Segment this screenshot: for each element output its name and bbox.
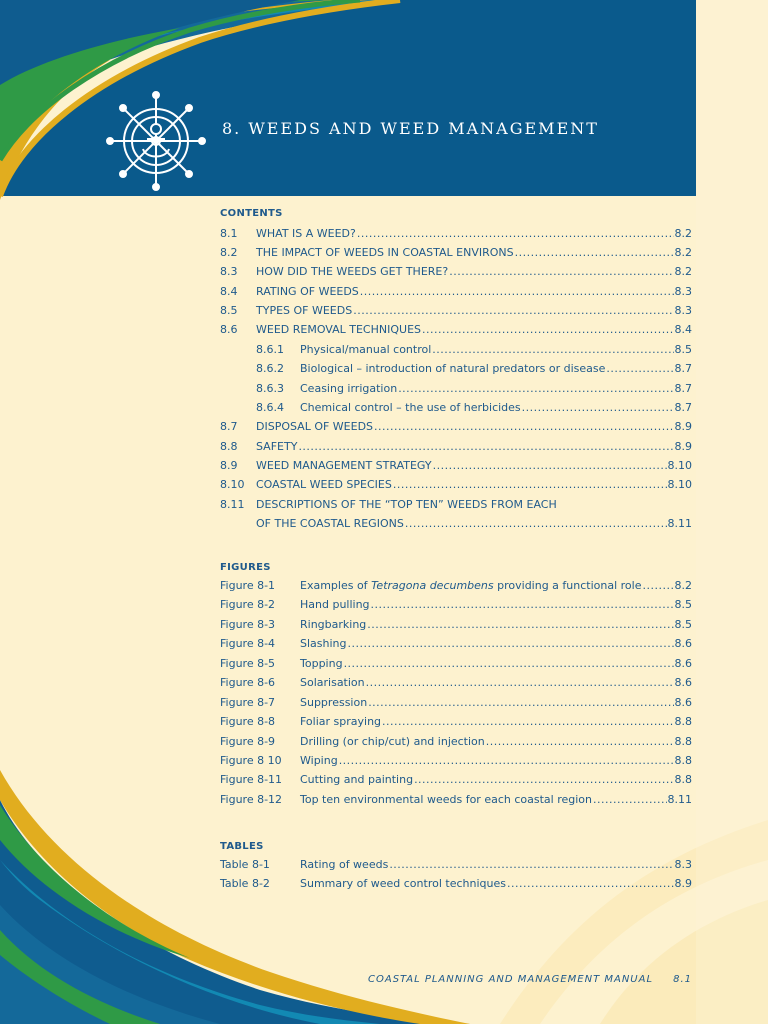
figure-number: Figure 8-2 (220, 598, 276, 611)
figure-entry[interactable] (220, 676, 692, 692)
dot-leader (449, 265, 673, 278)
toc-page: 8.2 (674, 227, 692, 240)
figure-label: Solarisation (300, 676, 365, 689)
figure-entry[interactable] (220, 618, 692, 634)
figure-page: 8.8 (674, 773, 692, 786)
toc-label: TYPES OF WEEDS (256, 304, 353, 317)
chapter-number: 8. (222, 119, 242, 138)
figure-label: Top ten environmental weeds for each coastal region (300, 793, 592, 806)
chapter-title (222, 119, 599, 138)
toc-entry[interactable] (220, 285, 692, 301)
toc-number: 8.6.4 (256, 401, 284, 414)
dot-leader (643, 579, 674, 592)
toc-number: 8.10 (220, 478, 245, 491)
ship-wheel-anchor-icon (107, 92, 205, 190)
toc-entry[interactable] (220, 440, 692, 456)
toc-label: COASTAL WEED SPECIES (256, 478, 392, 491)
dot-leader (298, 440, 673, 453)
figure-page: 8.2 (674, 579, 692, 592)
figure-page: 8.6 (674, 657, 692, 670)
manual-title: COASTAL PLANNING AND MANAGEMENT MANUAL (368, 974, 654, 985)
toc-entry[interactable] (220, 459, 692, 475)
figure-entry[interactable] (220, 579, 692, 595)
toc-label: THE IMPACT OF WEEDS IN COASTAL ENVIRONS (256, 246, 514, 259)
figure-number: Figure 8-6 (220, 676, 276, 689)
toc-entry-continuation[interactable] (256, 517, 692, 533)
toc-label-continuation: OF THE COASTAL REGIONS (256, 517, 404, 530)
toc-entry[interactable] (220, 478, 692, 494)
figure-page: 8.5 (674, 598, 692, 611)
toc-label: DESCRIPTIONS OF THE “TOP TEN” WEEDS FROM EACH (256, 498, 557, 511)
dot-leader (422, 323, 674, 336)
figure-page: 8.8 (674, 754, 692, 767)
toc-label: WEED REMOVAL TECHNIQUES (256, 323, 421, 336)
dot-leader (486, 735, 674, 748)
dot-leader (366, 676, 674, 689)
figure-number: Figure 8-1 (220, 579, 276, 592)
figure-label: Foliar spraying (300, 715, 382, 728)
toc-number: 8.6 (220, 323, 238, 336)
figure-label: Wiping (300, 754, 338, 767)
figure-number: Figure 8-4 (220, 637, 276, 650)
toc-entry[interactable] (220, 227, 692, 243)
table-page: 8.9 (674, 877, 692, 890)
figure-entry[interactable] (220, 793, 692, 809)
dot-leader (507, 877, 674, 890)
dot-leader (368, 696, 673, 709)
tables-heading: TABLES (220, 841, 264, 852)
dot-leader (393, 478, 667, 491)
figure-number: Figure 8 10 (220, 754, 282, 767)
toc-label: DISPOSAL OF WEEDS (256, 420, 374, 433)
toc-label: RATING OF WEEDS (256, 285, 359, 298)
figure-page: 8.8 (674, 715, 692, 728)
dot-leader (606, 362, 673, 375)
toc-page: 8.4 (674, 323, 692, 336)
toc-page: 8.9 (674, 420, 692, 433)
toc-number: 8.4 (220, 285, 238, 298)
figure-label: Topping (300, 657, 343, 670)
figure-label: Cutting and painting (300, 773, 414, 786)
table-label: Summary of weed control techniques (300, 877, 506, 890)
figure-label: Ringbarking (300, 618, 367, 631)
toc-number: 8.6.1 (256, 343, 284, 356)
figure-entry[interactable] (220, 715, 692, 731)
toc-subentry[interactable] (220, 401, 692, 417)
dot-leader (339, 754, 674, 767)
figure-number: Figure 8-3 (220, 618, 276, 631)
figure-number: Figure 8-8 (220, 715, 276, 728)
dot-leader (398, 382, 673, 395)
figures-heading: FIGURES (220, 562, 271, 573)
toc-number: 8.11 (220, 498, 245, 511)
toc-entry[interactable] (220, 304, 692, 320)
toc-page: 8.2 (674, 246, 692, 259)
toc-label: Biological – introduction of natural predators or disease (300, 362, 606, 375)
table-number: Table 8-2 (220, 877, 270, 890)
figure-label (300, 579, 642, 592)
toc-number: 8.1 (220, 227, 238, 240)
figure-page: 8.6 (674, 696, 692, 709)
dot-leader (432, 343, 673, 356)
dot-leader (593, 793, 667, 806)
figure-page: 8.8 (674, 735, 692, 748)
contents-heading: CONTENTS (220, 208, 283, 219)
toc-entry[interactable] (220, 265, 692, 281)
species-name: Tetragona decumbens (371, 579, 494, 592)
figure-page: 8.11 (667, 793, 692, 806)
dot-leader (433, 459, 667, 472)
toc-page: 8.10 (667, 459, 692, 472)
dot-leader (414, 773, 673, 786)
toc-number: 8.6.3 (256, 382, 284, 395)
toc-number: 8.7 (220, 420, 238, 433)
figure-page: 8.6 (674, 676, 692, 689)
toc-page: 8.3 (674, 304, 692, 317)
toc-page: 8.5 (674, 343, 692, 356)
toc-number: 8.5 (220, 304, 238, 317)
figure-page: 8.5 (674, 618, 692, 631)
figure-entry[interactable] (220, 696, 692, 712)
dot-leader (522, 401, 674, 414)
dot-leader (389, 858, 673, 871)
dot-leader (360, 285, 674, 298)
toc-page: 8.10 (667, 478, 692, 491)
toc-subentry[interactable] (220, 382, 692, 398)
toc-page: 8.3 (674, 285, 692, 298)
dot-leader (405, 517, 667, 530)
toc-label: WHAT IS A WEED? (256, 227, 356, 240)
figure-entry[interactable] (220, 657, 692, 673)
figure-entry[interactable] (220, 773, 692, 789)
page-footer (368, 974, 692, 985)
toc-number: 8.2 (220, 246, 238, 259)
figure-entry[interactable] (220, 637, 692, 653)
figure-number: Figure 8-12 (220, 793, 283, 806)
dot-leader (353, 304, 673, 317)
dot-leader (344, 657, 674, 670)
chapter-title-text: WEEDS AND WEED MANAGEMENT (248, 119, 599, 138)
toc-number: 8.8 (220, 440, 238, 453)
page-number: 8.1 (673, 974, 692, 985)
dot-leader (371, 598, 674, 611)
toc-page: 8.11 (667, 517, 692, 530)
figure-label: Suppression (300, 696, 368, 709)
dot-leader (382, 715, 673, 728)
toc-number: 8.9 (220, 459, 238, 472)
toc-label: Ceasing irrigation (300, 382, 398, 395)
toc-page: 8.2 (674, 265, 692, 278)
toc-label: WEED MANAGEMENT STRATEGY (256, 459, 432, 472)
table-label: Rating of weeds (300, 858, 389, 871)
figure-number: Figure 8-11 (220, 773, 283, 786)
figure-label: Slashing (300, 637, 347, 650)
toc-entry[interactable] (220, 323, 692, 339)
toc-entry[interactable] (220, 498, 692, 514)
dot-leader (515, 246, 674, 259)
figure-entry[interactable] (220, 598, 692, 614)
figure-label-part: Examples of (300, 579, 372, 592)
figure-page: 8.6 (674, 637, 692, 650)
toc-page: 8.7 (674, 362, 692, 375)
toc-label: HOW DID THE WEEDS GET THERE? (256, 265, 449, 278)
toc-page: 8.7 (674, 401, 692, 414)
dot-leader (374, 420, 673, 433)
figure-label: Drilling (or chip/cut) and injection (300, 735, 485, 748)
dot-leader (367, 618, 673, 631)
toc-page: 8.9 (674, 440, 692, 453)
dot-leader (357, 227, 674, 240)
figure-entry[interactable] (220, 754, 692, 770)
table-page: 8.3 (674, 858, 692, 871)
toc-label: Physical/manual control (300, 343, 432, 356)
toc-page: 8.7 (674, 382, 692, 395)
dot-leader (348, 637, 674, 650)
figure-number: Figure 8-5 (220, 657, 276, 670)
figure-label: Hand pulling (300, 598, 370, 611)
table-number: Table 8-1 (220, 858, 270, 871)
toc-entry[interactable] (220, 420, 692, 436)
toc-entry[interactable] (220, 246, 692, 262)
figure-label-part: providing a functional role (493, 579, 642, 592)
table-entry[interactable] (220, 877, 692, 893)
toc-subentry[interactable] (220, 343, 692, 359)
toc-label: Chemical control – the use of herbicides (300, 401, 521, 414)
toc-subentry[interactable] (220, 362, 692, 378)
figure-number: Figure 8-7 (220, 696, 276, 709)
toc-label: SAFETY (256, 440, 298, 453)
figure-number: Figure 8-9 (220, 735, 276, 748)
toc-number: 8.6.2 (256, 362, 284, 375)
toc-number: 8.3 (220, 265, 238, 278)
figure-entry[interactable] (220, 735, 692, 751)
table-entry[interactable] (220, 858, 692, 874)
